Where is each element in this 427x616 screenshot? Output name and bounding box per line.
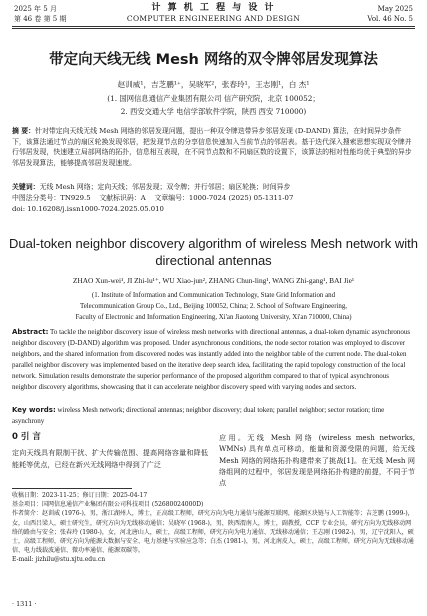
abstract-zh (12, 126, 415, 169)
document-code: 文献标识码：A (99, 194, 146, 202)
abstract-en (12, 327, 415, 394)
affiliation-en-2: Telecommunication Group Co., Ltd., Beijing 100052, China; 2. School of Software Engineering, (79, 303, 348, 310)
authors-zh: 赵训威¹，吉芝鹏¹⁺，吴晓军²，张春玲¹，王志刚¹，白 杰¹ (117, 80, 310, 89)
abstract-zh-text: 针对带定向天线无线 Mesh 网络的邻居发现问题，提出一种双令牌迭带异步邻居发现 (D-DAND) 算法，在时间异步条件下，该算法通过节点的扇区轮换发现邻居，把发现节点的分享信息快速加入当前节点的邻居表。基于迭代深入搜索思想实现双令牌并行邻居发现，快速建立局部网络的拓扑，信息相互表现，在不同节点数和不同扇区数的设置下，该算法的相对性能均优于典型的异步邻居发现算法，能够提高邻居发现速度。 (12, 127, 412, 168)
abstract-en-text: To tackle the neighbor discovery issue of wireless mesh networks with directional antennas, a dual-token dynamic asynchronous neighbor discovery (D-DAND) algorithm was proposed. Under asynchronous conditions, the node sector rotation was employed to discover neighbors, and the shared information from discovered nodes was instantly added into the neighbor table of the current node. The dual-token parallel neighbor discovery was implemented based on the iterative deep search idea, facilitating the rapid topology construction of the local network. Simulation results demonstrate the superior performance of the proposed algorithm compared to that of typical asynchronous neighbor discovery algorithms, showcasing that it can accelerate neighbor discovery speed with varying nodes and sectors. (12, 328, 411, 392)
abstract-en-label: Abstract: (12, 328, 49, 336)
abstract-zh-label: 摘 要： (12, 127, 36, 135)
classification-line (12, 193, 415, 204)
authors-en: ZHAO Xun-wei¹, JI Zhi-lu¹⁺, WU Xiao-jun², ZHANG Chun-ling¹, WANG Zhi-gang¹, BAI Jie¹ (72, 276, 355, 285)
affiliation-zh-1: (1. 国网信息通信产业集团有限公司 信产研究院，北京 100052； (107, 94, 320, 103)
article-number: 文章编号：1000-7024 (2025) 05-1311-07 (154, 194, 294, 202)
affiliation-zh-2: 2. 西安交通大学 电信学部软件学院，陕西 西安 710000) (120, 107, 307, 116)
doi: doi: 10.16208/j.issn1000-7024.2025.05.010 (12, 205, 164, 213)
keywords-en-text: wireless Mesh network; directional antennas; neighbor discovery; dual token; parallel neighbor; sector rotation; time asynchrony (12, 406, 385, 426)
header-date-en: May 2025 (377, 5, 413, 13)
keywords-zh (12, 182, 415, 193)
page-number: · 1311 · (12, 600, 37, 608)
clc-number: 中图法分类号：TN929.5 (12, 194, 91, 202)
section-title: 0 引 言 (12, 432, 41, 442)
header-volume-en: Vol. 46 No. 5 (367, 15, 413, 23)
keywords-en-label: Key words: (12, 406, 56, 414)
body-column-left (12, 432, 208, 470)
keywords-zh-label: 关键词： (12, 183, 40, 191)
footnote-rule (12, 488, 132, 489)
header-issue-info-en (367, 4, 413, 24)
body-text-left: 定向天线具有限制干扰、扩大传输范围、提高网络容量和降低能耗等优点，已经在新兴无线网络中得到了广泛 (12, 448, 208, 469)
footnote: 收稿日期：2023-11-25；修订日期：2025-04-17 基金项目：国网信息通信产业集团有限公司科技项目 (52680024000D) 作者简介：赵训威 (1976-)，男，浙江湖州人，博士，正高级工程师，研究方向为电力通信与能源互联网，能源区块链与人工智能等；吉芝鹏 (1999-)，女，山西吕梁人，硕士研究生，研究方向为无线移动通信；吴晓军 (1968-)，男，陕西渭南人，博士，副教授，CCF 专业会员，研究方向为无线移动网络的路由与安全；张春玲 (1980-)，女，河北唐山人，硕士，高级工程师，研究方向为电力通信、无线移动通信；王志刚 (1982-)，男，辽宁沈阳人，硕士，高级工程师，研究方向为能源大数据与安全、电力基建与实验应急等；白杰 (1981-)，男，河北南皮人，硕士，高级工程师，研究方向为无线移动通信、电力线载波通信、微功率通信、能源双碳等。 E-mail: jizhilu@stu.xjtu.edu.cn (12, 492, 414, 564)
journal-masthead (0, 3, 427, 24)
keywords-en (12, 405, 415, 427)
body-text-right: 应用。无线 Mesh 网络 (wireless mesh networks, WMNs) 具有单点可移动，能量和资源受限的问题，给无线 Mesh 网络的网络拓扑构建带来了挑战[1]。在无线 Mesh 网络组网的过程中，邻居发现是网络拓扑构建的前提，不同于节点 (219, 433, 415, 488)
body-column-right (219, 432, 415, 488)
header-volume: 第 46 卷 第 5 期 (14, 15, 67, 23)
header-date: 2025 年 5 月 (14, 5, 57, 13)
paper-title-zh: 带定向天线无线 Mesh 网络的双令牌邻居发现算法 (49, 52, 378, 68)
keywords-zh-text: 无线 Mesh 网络；定向天线；邻居发现；双令牌；并行邻居；扇区轮换；时间异步 (39, 183, 291, 191)
affiliation-en-3: Faculty of Electronic and Information Engineering, Xi'an Jiaotong University, Xi'an 710000, China) (75, 314, 352, 321)
journal-name-zh: 计 算 机 工 程 与 设 计 (151, 3, 276, 13)
affiliations-en (30, 290, 397, 323)
journal-name-en: COMPUTER ENGINEERING AND DESIGN (126, 14, 301, 23)
affiliation-en-1: (1. Institute of Information and Communication Technology, State Grid Information and (91, 292, 336, 299)
paper-title-en: Dual-token neighbor discovery algorithm of wireless Mesh network with directional antennas (9, 236, 418, 268)
header-rule-thin (12, 28, 415, 29)
header-rule (12, 26, 415, 27)
